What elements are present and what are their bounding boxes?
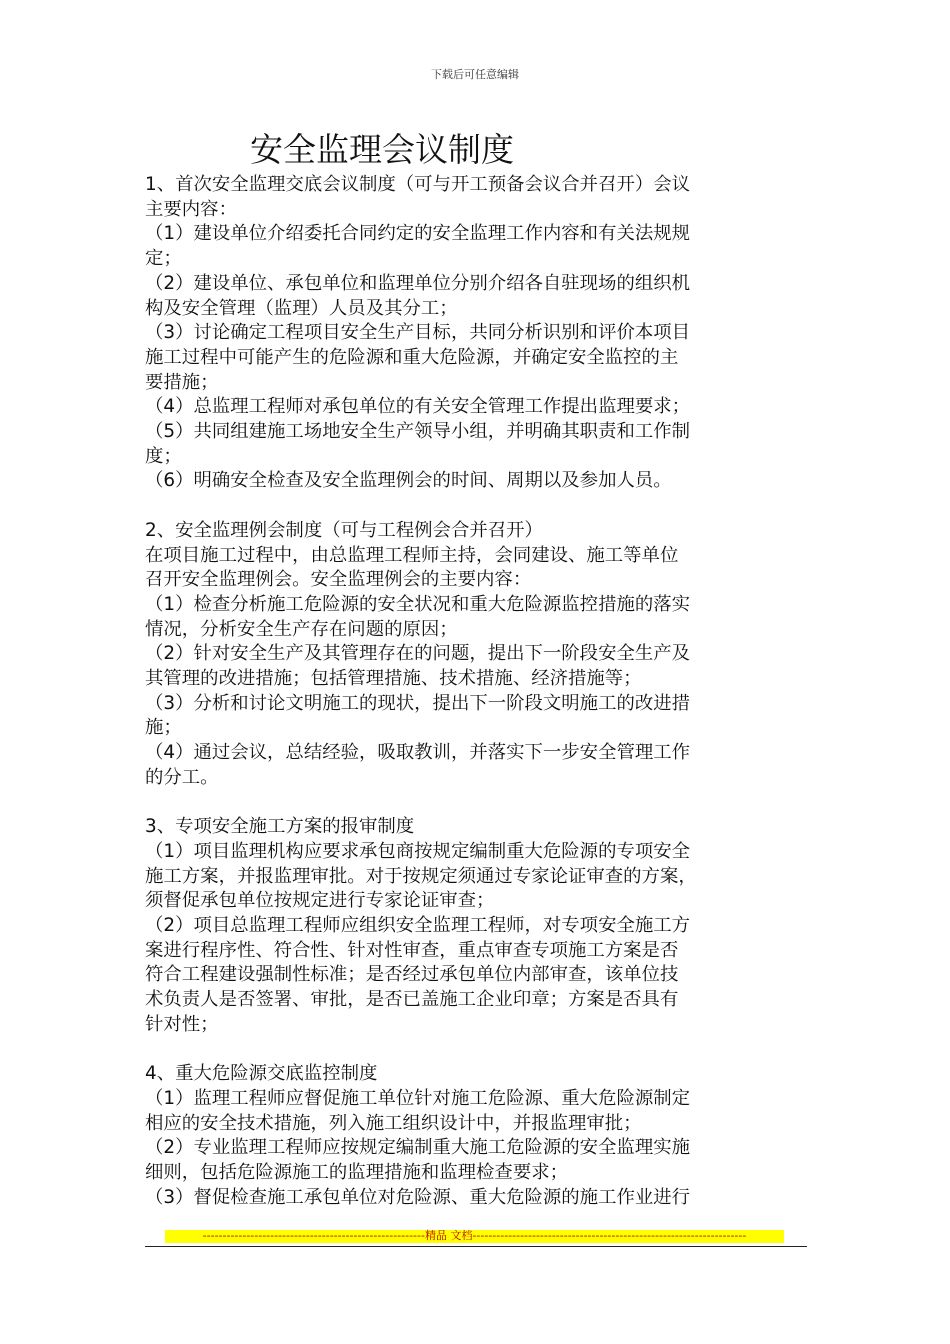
text-line: 施工过程中可能产生的危险源和重大危险源，并确定安全监控的主	[145, 346, 679, 368]
document-title: 安全监理会议制度	[250, 130, 514, 169]
text-line: 的分工。	[145, 766, 219, 788]
text-line: （1）项目监理机构应要求承包商按规定编制重大危险源的专项安全	[145, 840, 691, 862]
text-line: 符合工程建设强制性标准；是否经过承包单位内部审查，该单位技	[145, 964, 679, 986]
text-line: 定；	[145, 248, 182, 270]
section-heading-line: 3、专项安全施工方案的报审制度	[145, 816, 415, 838]
text-line: 要措施；	[145, 371, 219, 393]
text-line: （2）针对安全生产及其管理存在的问题，提出下一阶段安全生产及	[145, 643, 691, 665]
text-line: 构及安全管理（监理）人员及其分工；	[145, 297, 458, 319]
section-heading-line: 1、首次安全监理交底会议制度（可与开工预备会议合并召开）会议	[145, 174, 691, 195]
section-gap	[145, 494, 810, 519]
text-line: （2）专业监理工程师应按规定编制重大施工危险源的安全监理实施	[145, 1137, 691, 1159]
text-line: 细则，包括危险源施工的监理措施和监理检查要求；	[145, 1162, 568, 1184]
text-line: 相应的安全技术措施，列入施工组织设计中，并报监理审批；	[145, 1112, 642, 1134]
text-line: 情况，分析安全生产存在问题的原因；	[145, 618, 458, 640]
text-line: （2）项目总监理工程师应组织安全监理工程师，对专项安全施工方	[145, 915, 691, 937]
text-line: 其管理的改进措施；包括管理措施、技术措施、经济措施等；	[145, 668, 642, 690]
text-line: 召开安全监理例会。安全监理例会的主要内容：	[145, 569, 532, 591]
text-line: （6）明确安全检查及安全监理例会的时间、周期以及参加人员。	[145, 470, 672, 492]
text-line: （2）建设单位、承包单位和监理单位分别介绍各自驻现场的组织机	[145, 272, 691, 294]
section-2	[145, 519, 810, 791]
text-line: 主要内容：	[145, 198, 237, 220]
text-line: （4）通过会议，总结经验，吸取教训，并落实下一步安全管理工作	[145, 742, 691, 764]
text-line: （1）检查分析施工危险源的安全状况和重大危险源监控措施的落实	[145, 593, 691, 615]
text-line: 施；	[145, 717, 182, 739]
text-line: 须督促承包单位按规定进行专家论证审查；	[145, 890, 495, 912]
text-line: 度；	[145, 445, 182, 467]
section-1	[145, 173, 810, 494]
section-4	[145, 1062, 810, 1210]
text-line: 术负责人是否签署、审批，是否已盖施工企业印章；方案是否具有	[145, 989, 679, 1011]
text-line: （3）分析和讨论文明施工的现状，提出下一阶段文明施工的改进措	[145, 692, 691, 714]
document-body	[145, 173, 810, 1210]
section-heading-line: 4、重大危险源交底监控制度	[145, 1063, 378, 1085]
text-line: （3）讨论确定工程项目安全生产目标，共同分析识别和评价本项目	[145, 322, 691, 344]
footer-text: --------------------------------------------------------精品 文档---------------------------------------------------------------------	[202, 1229, 747, 1242]
header-note: 下载后可任意编辑	[431, 68, 519, 81]
text-line: 施工方案，并报监理审批。对于按规定须通过专家论证审查的方案，	[145, 865, 697, 887]
text-line: 案进行程序性、符合性、针对性审查，重点审查专项施工方案是否	[145, 939, 679, 961]
text-line: （5）共同组建施工场地安全生产领导小组，并明确其职责和工作制	[145, 421, 691, 443]
section-3	[145, 815, 810, 1037]
section-gap	[145, 791, 810, 816]
text-line: （1）建设单位介绍委托合同约定的安全监理工作内容和有关法规规	[145, 223, 691, 245]
text-line: （3）督促检查施工承包单位对危险源、重大危险源的施工作业进行	[145, 1186, 691, 1208]
footer-rule	[145, 1246, 807, 1247]
text-line: （1）监理工程师应督促施工单位针对施工危险源、重大危险源制定	[145, 1087, 691, 1109]
section-heading-line: 2、安全监理例会制度（可与工程例会合并召开）	[145, 519, 543, 541]
section-gap	[145, 1038, 810, 1063]
text-line: （4）总监理工程师对承包单位的有关安全管理工作提出监理要求；	[145, 396, 691, 418]
text-line: 针对性；	[145, 1013, 219, 1035]
text-line: 在项目施工过程中，由总监理工程师主持，会同建设、施工等单位	[145, 544, 679, 566]
